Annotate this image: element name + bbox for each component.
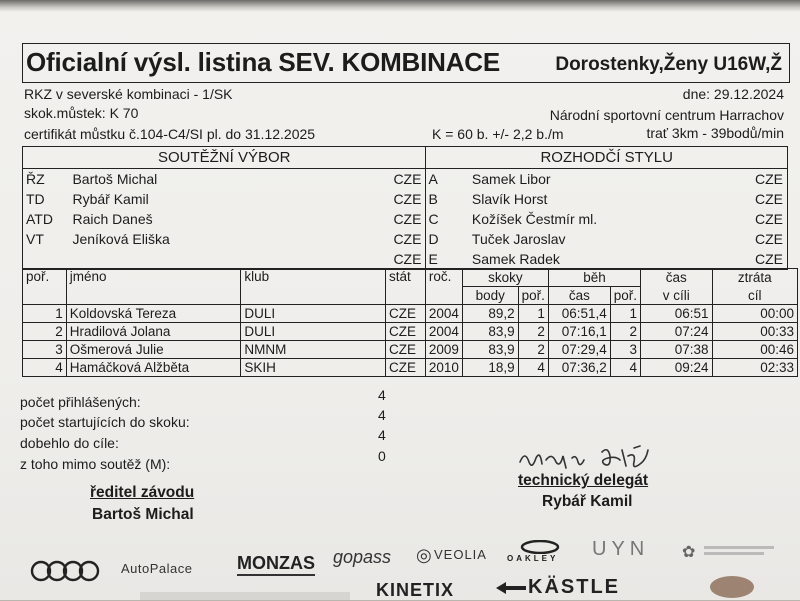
cut-off-sponsor-strip bbox=[140, 592, 350, 600]
small-sponsor-logo bbox=[704, 546, 784, 560]
cell-name: Ošmerová Julie bbox=[66, 341, 241, 359]
col-jumps-header: skoky bbox=[462, 269, 548, 287]
col-name-header: jméno bbox=[66, 269, 241, 305]
committee-name: Raich Daneš bbox=[72, 211, 153, 227]
category-label: Dorostenky,Ženy U16W,Ž bbox=[555, 54, 782, 75]
cell-year: 2009 bbox=[425, 341, 462, 359]
table-row bbox=[23, 341, 798, 359]
cell-club: DULI bbox=[241, 305, 386, 323]
cell-finish: 09:24 bbox=[641, 359, 713, 377]
judge-name: Samek Libor bbox=[471, 171, 551, 187]
jury-row bbox=[23, 209, 788, 229]
page-edge-shadow bbox=[0, 0, 800, 12]
sponsor-monzas: MONZAS bbox=[237, 553, 315, 576]
table-row bbox=[23, 323, 798, 341]
judge-letter: A bbox=[426, 169, 442, 190]
stat-label-registered: počet přihlášených: bbox=[20, 394, 141, 410]
col-loss-header-1: ztráta bbox=[712, 269, 797, 287]
director-name: Bartoš Michal bbox=[92, 506, 194, 523]
cell-club: DULI bbox=[241, 323, 386, 341]
judge-nation: CZE bbox=[718, 189, 788, 209]
committee-role: TD bbox=[23, 189, 67, 209]
judge-letter: E bbox=[426, 249, 442, 270]
committee-role bbox=[23, 249, 67, 270]
sponsor-kinetix: KINETIX bbox=[376, 580, 455, 600]
judge-name: Tuček Jaroslav bbox=[471, 231, 566, 247]
col-rank-header: poř. bbox=[23, 269, 67, 305]
cell-name: Hradilová Jolana bbox=[66, 323, 241, 341]
cell-finish: 06:51 bbox=[641, 305, 713, 323]
col-nation-header: stát bbox=[386, 269, 426, 305]
sponsor-gopass: gopass bbox=[333, 547, 392, 567]
judge-nation: CZE bbox=[718, 169, 788, 190]
document-title: Oficialní výsl. listina SEV. KOMBINACE bbox=[26, 47, 501, 77]
committee-role: ATD bbox=[23, 209, 67, 229]
sponsor-autopalace: AutoPalace bbox=[121, 561, 193, 576]
committee-nation: CZE bbox=[382, 209, 426, 229]
cell-run-rank: 2 bbox=[610, 323, 640, 341]
committee-nation: CZE bbox=[382, 249, 426, 270]
judge-name: Samek Radek bbox=[442, 249, 718, 270]
k-points: K = 60 b. +/- 2,2 b./m bbox=[432, 126, 564, 142]
flower-logo-icon: ✿ bbox=[682, 544, 696, 561]
sponsor-oakley: OAKLEY bbox=[507, 554, 559, 563]
director-title: ředitel závodu bbox=[90, 484, 195, 501]
veolia-logo-icon: ◎ bbox=[416, 545, 432, 565]
committee-nation: CZE bbox=[382, 229, 426, 249]
kastle-arrow-icon bbox=[494, 580, 528, 596]
col-run-rank-header: poř. bbox=[610, 287, 640, 305]
col-run-header: běh bbox=[548, 269, 640, 287]
table-row bbox=[23, 359, 798, 377]
cell-run-time: 06:51,4 bbox=[548, 305, 610, 323]
jury-row bbox=[23, 169, 788, 190]
committee-name: Jeníková Eliška bbox=[72, 231, 170, 247]
hill-certificate: certifikát můstku č.104-C4/SI pl. do 31.12.2025 bbox=[24, 126, 316, 142]
stat-label-out-of-competition: z toho mimo soutěž (M): bbox=[20, 456, 171, 472]
judge-nation: CZE bbox=[718, 209, 788, 229]
judge-nation: CZE bbox=[718, 229, 788, 249]
cell-name: Hamáčková Alžběta bbox=[66, 359, 241, 377]
audi-logo-icon bbox=[30, 560, 102, 582]
cell-points: 83,9 bbox=[462, 341, 518, 359]
sponsor-kastle: KÄSTLE bbox=[528, 576, 620, 598]
committee-role: ŘZ bbox=[23, 169, 67, 190]
cell-club: SKIH bbox=[241, 359, 386, 377]
cell-rank: 4 bbox=[23, 359, 67, 377]
judge-nation: CZE bbox=[718, 249, 788, 270]
cell-finish: 07:38 bbox=[641, 341, 713, 359]
cell-nation: CZE bbox=[386, 323, 426, 341]
jury-table bbox=[22, 146, 788, 270]
committee-nation: CZE bbox=[382, 169, 426, 190]
cell-run-time: 07:29,4 bbox=[548, 341, 610, 359]
cell-run-rank: 3 bbox=[610, 341, 640, 359]
competition-name: RKZ v severské kombinaci - 1/SK bbox=[24, 86, 233, 102]
cell-run-rank: 1 bbox=[610, 305, 640, 323]
stat-label-finished: dobehlo do cíle: bbox=[20, 435, 119, 451]
cell-loss: 00:00 bbox=[712, 305, 797, 323]
sponsor-uyn: UYN bbox=[592, 538, 650, 560]
cell-rank: 3 bbox=[23, 341, 67, 359]
cell-jump-rank: 2 bbox=[518, 323, 548, 341]
col-finish-header-2: v cíli bbox=[641, 287, 713, 305]
cell-nation: CZE bbox=[386, 305, 426, 323]
round-sponsor-logo-icon bbox=[710, 576, 754, 598]
table-row bbox=[23, 305, 798, 323]
cell-jump-rank: 2 bbox=[518, 341, 548, 359]
cell-year: 2010 bbox=[425, 359, 462, 377]
judge-name: Slavík Horst bbox=[471, 191, 548, 207]
judge-letter: C bbox=[426, 209, 442, 229]
cell-year: 2004 bbox=[425, 305, 462, 323]
judge-letter: D bbox=[426, 229, 442, 249]
jury-row bbox=[23, 189, 788, 209]
cell-run-time: 07:16,1 bbox=[548, 323, 610, 341]
delegate-name: Rybář Kamil bbox=[542, 493, 633, 510]
col-year-header: roč. bbox=[425, 269, 462, 305]
delegate-title: technický delegát bbox=[518, 472, 649, 489]
judge-letter: B bbox=[426, 189, 442, 209]
cell-nation: CZE bbox=[386, 359, 426, 377]
jury-row bbox=[23, 229, 788, 249]
committee-name bbox=[66, 249, 382, 270]
judge-name: Kožíšek Čestmír ml. bbox=[471, 211, 598, 227]
results-table bbox=[22, 268, 798, 377]
cell-club: NMNM bbox=[241, 341, 386, 359]
cell-jump-rank: 4 bbox=[518, 359, 548, 377]
hill-info: skok.můstek: K 70 bbox=[24, 105, 139, 121]
col-jump-rank-header: poř. bbox=[518, 287, 548, 305]
cell-points: 83,9 bbox=[462, 323, 518, 341]
cell-loss: 02:33 bbox=[712, 359, 797, 377]
stat-value-out-of-competition: 0 bbox=[378, 448, 386, 464]
cell-jump-rank: 1 bbox=[518, 305, 548, 323]
stat-value-finished: 4 bbox=[378, 427, 386, 443]
stat-value-started: 4 bbox=[378, 407, 386, 423]
stat-label-started: počet startujících do skoku: bbox=[20, 414, 190, 430]
committee-heading: SOUTĚŽNÍ VÝBOR bbox=[23, 147, 426, 169]
cell-nation: CZE bbox=[386, 341, 426, 359]
col-finish-header-1: čas bbox=[641, 269, 713, 287]
cell-points: 18,9 bbox=[462, 359, 518, 377]
cell-rank: 2 bbox=[23, 323, 67, 341]
committee-role: VT bbox=[23, 229, 67, 249]
stat-value-registered: 4 bbox=[378, 387, 386, 403]
cell-loss: 00:46 bbox=[712, 341, 797, 359]
col-loss-header-2: cíl bbox=[712, 287, 797, 305]
cell-loss: 00:33 bbox=[712, 323, 797, 341]
col-run-time-header: čas bbox=[548, 287, 610, 305]
cell-run-time: 07:36,2 bbox=[548, 359, 610, 377]
handwritten-signature bbox=[516, 442, 666, 476]
venue: Národní sportovní centrum Harrachov bbox=[549, 107, 784, 123]
col-club-header: klub bbox=[241, 269, 386, 305]
oakley-logo-icon bbox=[520, 540, 560, 554]
sponsor-veolia: VEOLIA bbox=[434, 547, 487, 562]
col-points-header: body bbox=[462, 287, 518, 305]
jury-row bbox=[23, 249, 788, 270]
committee-name: Bartoš Michal bbox=[72, 171, 158, 187]
results-header-row bbox=[23, 269, 798, 287]
committee-nation: CZE bbox=[382, 189, 426, 209]
cell-finish: 07:24 bbox=[641, 323, 713, 341]
cell-run-rank: 4 bbox=[610, 359, 640, 377]
committee-name: Rybář Kamil bbox=[72, 191, 149, 207]
cell-rank: 1 bbox=[23, 305, 67, 323]
cell-year: 2004 bbox=[425, 323, 462, 341]
cell-name: Koldovská Tereza bbox=[66, 305, 241, 323]
track-info: trať 3km - 39bodů/min bbox=[646, 125, 784, 141]
competition-date: dne: 29.12.2024 bbox=[682, 86, 784, 102]
judges-heading: ROZHODČÍ STYLU bbox=[426, 147, 788, 169]
cell-points: 89,2 bbox=[462, 305, 518, 323]
